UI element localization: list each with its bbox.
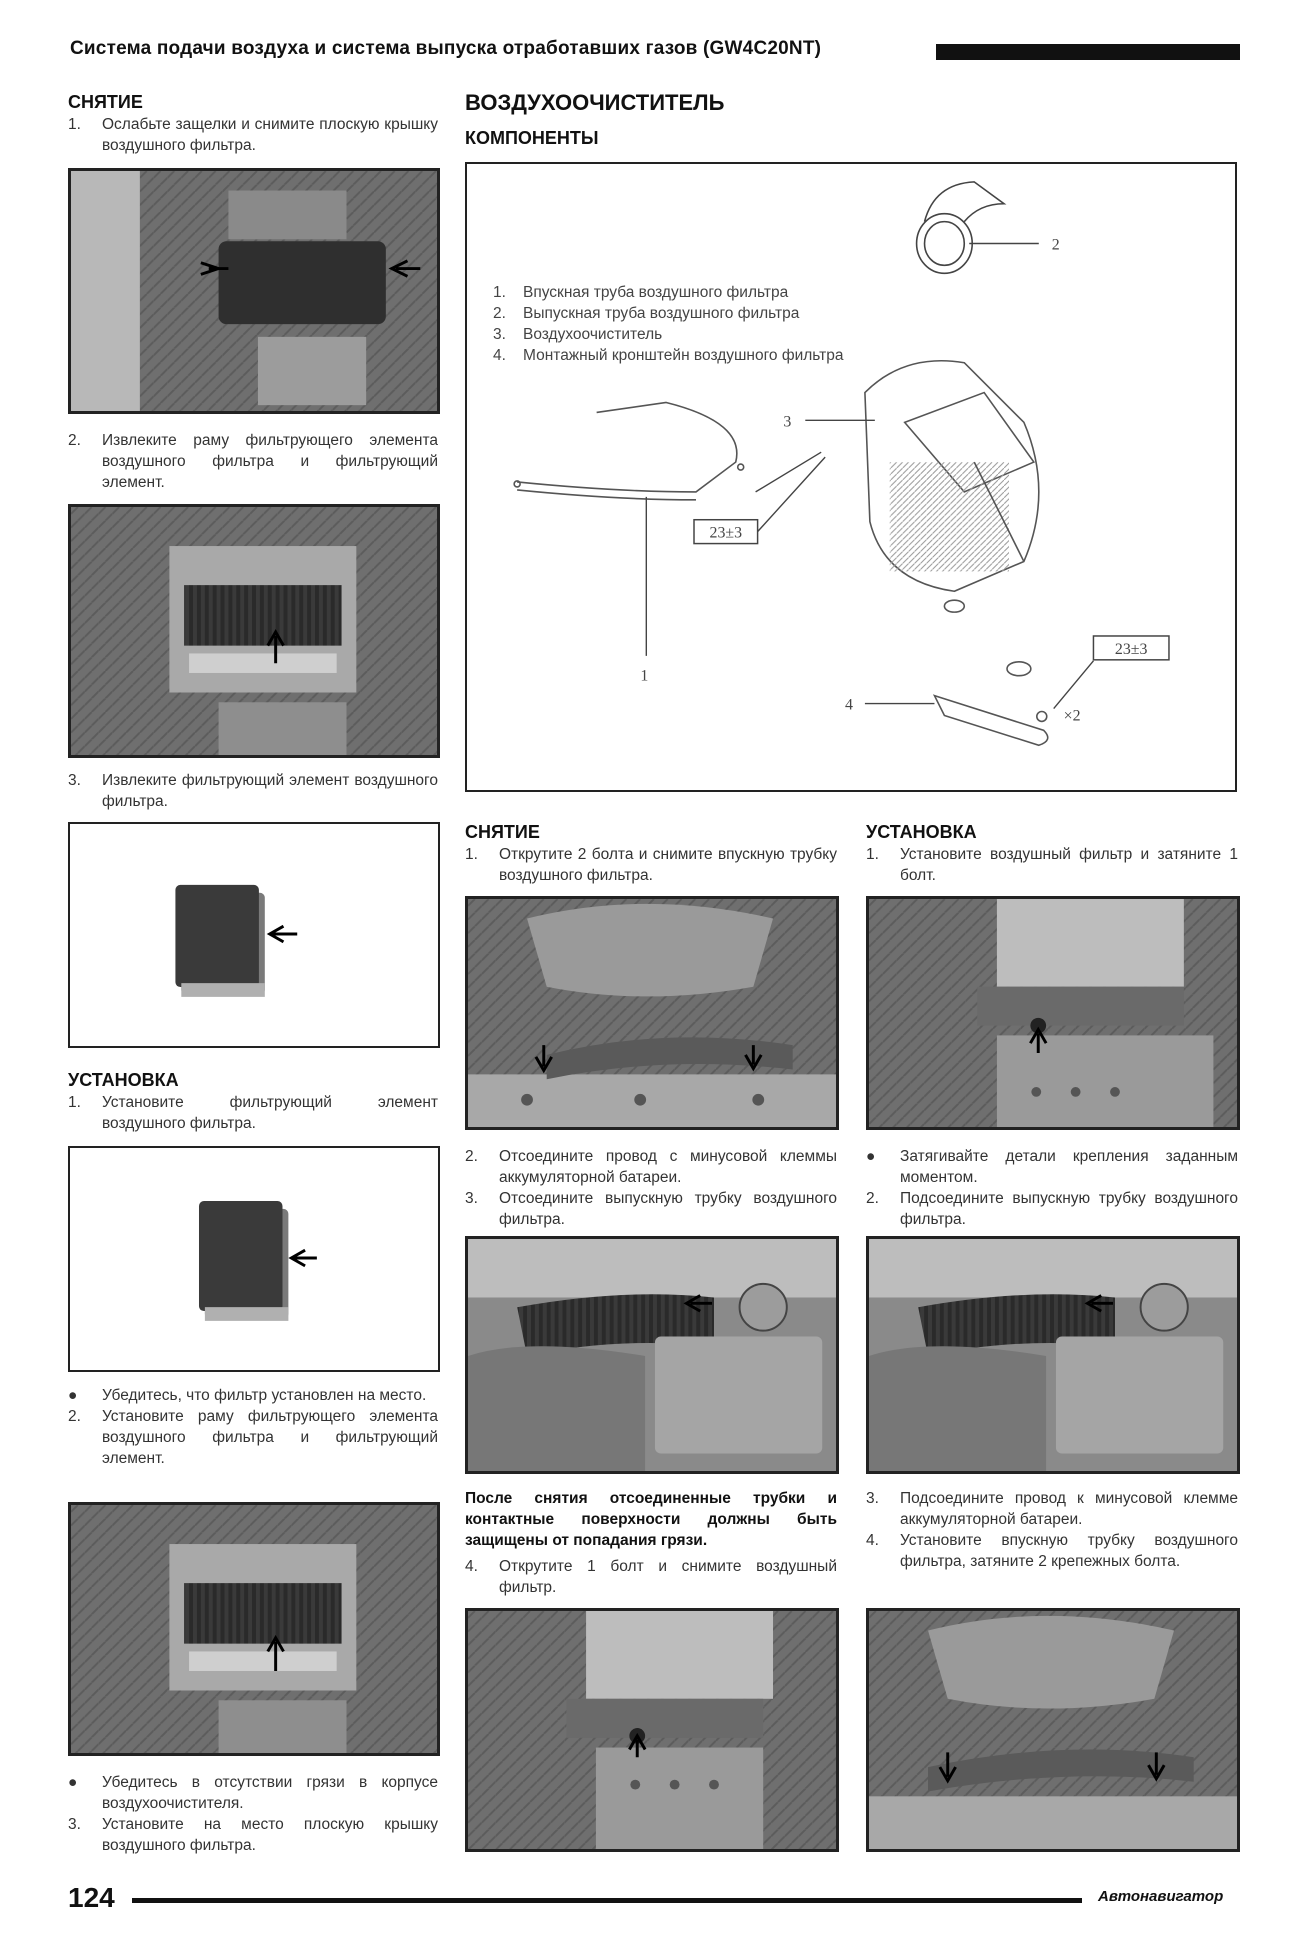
bullet: ● xyxy=(68,1774,78,1791)
section-title: ВОЗДУХООЧИСТИТЕЛЬ xyxy=(465,90,725,115)
callout-2: 2 xyxy=(1051,236,1060,254)
footer-rule xyxy=(132,1898,1082,1903)
photo-air-cleaner-install xyxy=(866,896,1240,1130)
step-text: Отсоедините выпускную трубку воздушного фильтра. xyxy=(499,1190,837,1228)
step-text: Подсоедините провод к минусовой клемме аккумуляторной батареи. xyxy=(900,1490,1238,1528)
photo-outlet-pipe-install xyxy=(866,1236,1240,1474)
illustration-filter-element-removed xyxy=(68,822,440,1048)
list-item xyxy=(465,1146,837,1188)
step-text: Убедитесь в отсутствии грязи в корпусе воздухоочистителя. xyxy=(102,1774,438,1812)
legend-text: Монтажный кронштейн воздушного фильтра xyxy=(523,347,844,364)
step-text: Установите раму фильтрующего элемента воздушного фильтра и фильтрующий элемент. xyxy=(102,1408,438,1467)
engine-bay-photo xyxy=(468,1611,836,1849)
left-removal-heading: СНЯТИЕ xyxy=(68,92,143,112)
legend-item xyxy=(493,324,993,345)
step-text: Установите впускную трубку воздушного фильтра, затяните 2 крепежных болта. xyxy=(900,1532,1238,1570)
component-legend xyxy=(493,282,993,366)
list-item xyxy=(68,1772,438,1814)
legend-number: 1. xyxy=(493,284,506,301)
install-notes xyxy=(866,1146,1238,1230)
step-number: 3. xyxy=(68,1816,81,1833)
photo-airbox-cover xyxy=(68,168,440,414)
mid-removal-step-4 xyxy=(465,1556,837,1598)
air-cleaner-body-drawing xyxy=(865,361,1039,612)
step-number: 2. xyxy=(465,1148,478,1165)
legend-text: Выпускная труба воздушного фильтра xyxy=(523,305,800,322)
step-text: Установите на место плоскую крышку воздушного фильтра. xyxy=(102,1816,438,1854)
step-number: 1. xyxy=(68,1094,81,1111)
list-item xyxy=(866,1188,1238,1230)
step-text: Извлеките раму фильтрующего элемента воздушного фильтра и фильтрующий элемент. xyxy=(102,432,438,491)
photo-inlet-pipe-bolts xyxy=(465,896,839,1130)
step-text: Ослабьте защелки и снимите плоскую крышку воздушного фильтра. xyxy=(102,116,438,154)
components-heading: КОМПОНЕНТЫ xyxy=(465,128,599,148)
publisher-brand: Автонавигатор xyxy=(1098,1888,1224,1905)
outlet-pipe-drawing xyxy=(917,182,1039,273)
step-text: Открутите 2 болта и снимите впускную трубку воздушного фильтра. xyxy=(499,846,837,884)
step-number: 3. xyxy=(465,1190,478,1207)
install-steps-3-4 xyxy=(866,1488,1238,1572)
step-number: 2. xyxy=(68,432,81,449)
header-rule xyxy=(936,44,1240,60)
left-install-notes-b xyxy=(68,1772,438,1856)
running-header: Система подачи воздуха и система выпуска отработавших газов (GW4C20NT) xyxy=(70,38,822,59)
bullet: ● xyxy=(68,1387,78,1404)
engine-bay-photo xyxy=(869,1611,1237,1849)
list-item xyxy=(68,1406,438,1469)
mid-removal-steps-2-3 xyxy=(465,1146,837,1230)
step-number: 2. xyxy=(68,1408,81,1425)
photo-outlet-pipe-removal xyxy=(465,1236,839,1474)
engine-bay-photo xyxy=(71,507,437,755)
left-removal-step-3 xyxy=(68,770,438,812)
mid-removal-step-1 xyxy=(465,844,837,886)
legend-item xyxy=(493,345,993,366)
left-install-step-1 xyxy=(68,1092,438,1134)
step-number: 3. xyxy=(68,772,81,789)
step-number: 1. xyxy=(866,846,879,863)
step-text: Затягивайте детали крепления заданным моментом. xyxy=(900,1148,1238,1186)
list-item xyxy=(866,1146,1238,1188)
callout-3: 3 xyxy=(783,413,792,431)
illustration-filter-element-install xyxy=(68,1146,440,1372)
list-item xyxy=(68,1814,438,1856)
list-item xyxy=(68,1385,438,1406)
step-text: Отсоедините провод с минусовой клеммы аккумуляторной батареи. xyxy=(499,1148,837,1186)
legend-number: 3. xyxy=(493,326,506,343)
bullet: ● xyxy=(866,1148,876,1165)
filter-element-icon xyxy=(70,1148,438,1370)
list-item xyxy=(866,1530,1238,1572)
air-cleaner-exploded-view xyxy=(467,164,1235,790)
engine-bay-photo xyxy=(71,1505,437,1753)
photo-filter-frame-install xyxy=(68,1502,440,1756)
callout-1: 1 xyxy=(640,667,649,685)
step-text: Подсоедините выпускную трубку воздушного фильтра. xyxy=(900,1190,1238,1228)
engine-bay-photo xyxy=(468,1239,836,1471)
warning-note: После снятия отсоединенные трубки и контактные поверхности должны быть защищены от попадания грязи. xyxy=(465,1490,837,1549)
step-number: 3. xyxy=(866,1490,879,1507)
step-text: Открутите 1 болт и снимите воздушный фильтр. xyxy=(499,1558,837,1596)
engine-bay-photo xyxy=(869,1239,1237,1471)
bracket-drawing xyxy=(934,662,1047,745)
step-text: Убедитесь, что фильтр установлен на место. xyxy=(102,1387,427,1404)
list-item xyxy=(465,1188,837,1230)
left-removal-step-2 xyxy=(68,430,438,493)
step-text: Установите фильтрующий элемент воздушного фильтра. xyxy=(102,1094,438,1132)
inlet-pipe-drawing xyxy=(514,402,744,499)
step-number: 2. xyxy=(866,1190,879,1207)
step-text: Извлеките фильтрующий элемент воздушного фильтра. xyxy=(102,772,438,810)
photo-filter-frame xyxy=(68,504,440,758)
install-heading: УСТАНОВКА xyxy=(866,822,977,842)
engine-bay-photo xyxy=(869,899,1237,1127)
list-item xyxy=(866,1488,1238,1530)
legend-text: Впускная труба воздушного фильтра xyxy=(523,284,789,301)
quantity-label: ×2 xyxy=(1063,707,1081,725)
legend-item xyxy=(493,282,993,303)
legend-number: 2. xyxy=(493,305,506,322)
filter-element-icon xyxy=(70,824,438,1046)
install-step-1 xyxy=(866,844,1238,886)
photo-inlet-pipe-install xyxy=(866,1608,1240,1852)
engine-bay-photo xyxy=(468,899,836,1127)
exploded-diagram xyxy=(465,162,1237,792)
step-number: 1. xyxy=(465,846,478,863)
legend-text: Воздухоочиститель xyxy=(523,326,663,343)
legend-number: 4. xyxy=(493,347,506,364)
left-install-notes-a xyxy=(68,1385,438,1469)
left-removal-step-1 xyxy=(68,114,438,156)
step-number: 4. xyxy=(866,1532,879,1549)
step-number: 4. xyxy=(465,1558,478,1575)
torque-value-2: 23±3 xyxy=(1114,640,1148,658)
legend-item xyxy=(493,303,993,324)
photo-air-cleaner-bolt xyxy=(465,1608,839,1852)
left-install-heading: УСТАНОВКА xyxy=(68,1070,179,1090)
step-text: Установите воздушный фильтр и затяните 1 болт. xyxy=(900,846,1238,884)
callout-4: 4 xyxy=(845,696,853,714)
mid-removal-heading: СНЯТИЕ xyxy=(465,822,540,842)
torque-value-1: 23±3 xyxy=(709,524,743,542)
step-number: 1. xyxy=(68,116,81,133)
page-number: 124 xyxy=(68,1882,115,1913)
engine-bay-photo xyxy=(71,171,437,411)
